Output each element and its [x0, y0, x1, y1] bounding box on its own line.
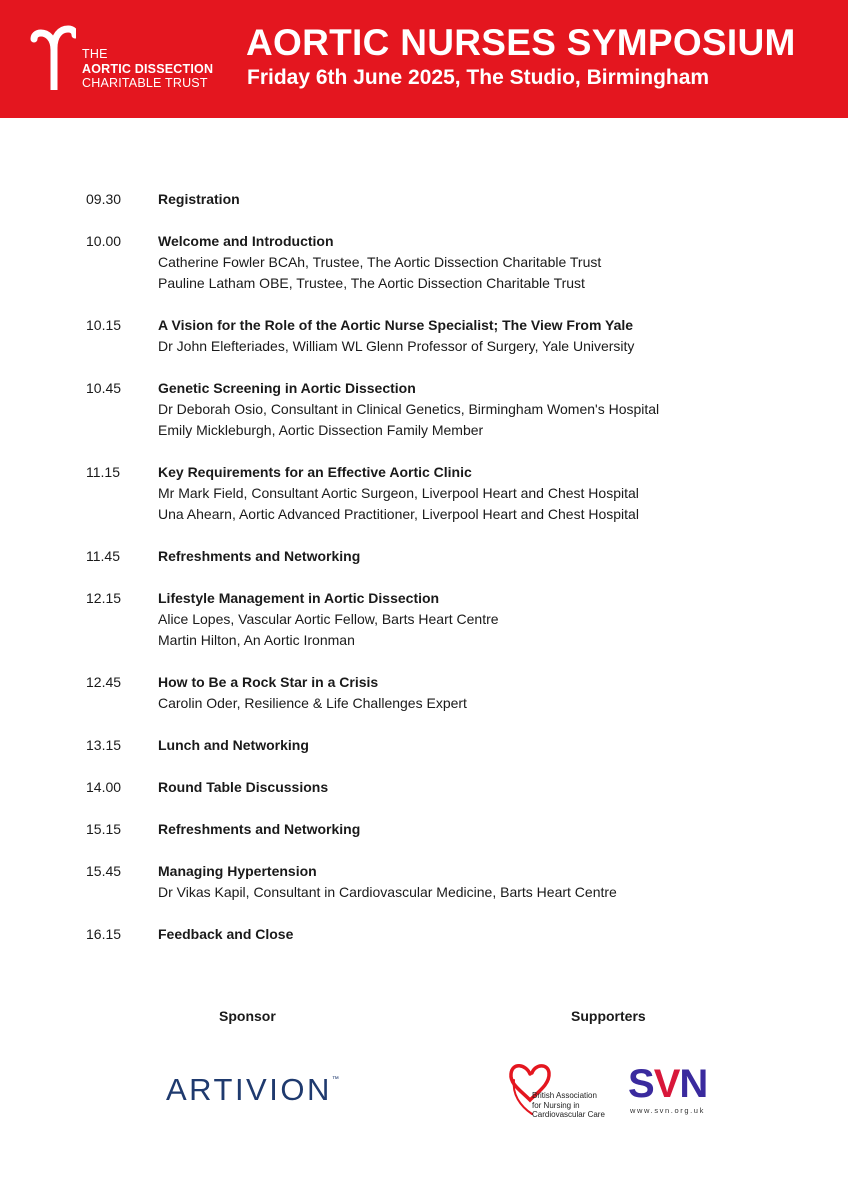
- speaker-line: Carolin Oder, Resilience & Life Challenges Expert: [158, 695, 467, 711]
- agenda-time: 10.00: [86, 233, 122, 249]
- agenda-item: [86, 588, 806, 651]
- session-title: Registration: [158, 191, 240, 207]
- agenda-content: [158, 672, 467, 714]
- logo-line-2: AORTIC DISSECTION: [82, 61, 214, 76]
- header-banner: [0, 0, 848, 118]
- session-title: Feedback and Close: [158, 926, 294, 942]
- agenda-item: [86, 546, 806, 567]
- agenda-time: 15.15: [86, 821, 122, 837]
- speaker-line: Dr Deborah Osio, Consultant in Clinical Genetics, Birmingham Women's Hospital: [158, 401, 660, 417]
- agenda-time: 16.15: [86, 926, 122, 942]
- speaker-line: Dr John Elefteriades, William WL Glenn Professor of Surgery, Yale University: [158, 338, 635, 354]
- session-title: Welcome and Introduction: [158, 233, 334, 249]
- agenda-item: [86, 315, 806, 357]
- speaker-line: Alice Lopes, Vascular Aortic Fellow, Barts Heart Centre: [158, 611, 499, 627]
- agenda-time: 12.45: [86, 674, 122, 690]
- speaker-line: Una Ahearn, Aortic Advanced Practitioner, Liverpool Heart and Chest Hospital: [158, 506, 639, 522]
- agenda-item: [86, 861, 806, 903]
- session-title: A Vision for the Role of the Aortic Nurse Specialist; The View From Yale: [158, 317, 634, 333]
- agenda-time: 11.15: [86, 464, 120, 480]
- agenda-item: [86, 924, 806, 945]
- banc-line-1: British Association: [532, 1091, 597, 1100]
- session-title: Managing Hypertension: [158, 863, 317, 879]
- agenda-time: 10.45: [86, 380, 122, 396]
- speaker-line: Emily Mickleburgh, Aortic Dissection Family Member: [158, 422, 484, 438]
- agenda-item: [86, 777, 806, 798]
- agenda-item: [86, 462, 806, 525]
- session-title: How to Be a Rock Star in a Crisis: [158, 674, 379, 690]
- session-title: Genetic Screening in Aortic Dissection: [158, 380, 416, 396]
- event-subtitle: Friday 6th June 2025, The Studio, Birmingham: [247, 66, 710, 89]
- agenda-item: [86, 189, 806, 210]
- agenda-content: [158, 588, 499, 651]
- banc-logo: [508, 1060, 620, 1124]
- session-title: Lifestyle Management in Aortic Dissection: [158, 590, 440, 606]
- session-title: Refreshments and Networking: [158, 821, 361, 837]
- banc-line-2: for Nursing in: [532, 1100, 580, 1110]
- svn-letter-v: V: [653, 1062, 680, 1106]
- agenda-content: [158, 819, 360, 840]
- svn-url: www.svn.org.uk: [630, 1106, 705, 1115]
- agenda-item: [86, 231, 806, 294]
- agenda-content: [158, 735, 309, 756]
- agenda-time: 13.15: [86, 737, 122, 753]
- agenda-time: 09.30: [86, 191, 122, 207]
- agenda-content: [158, 315, 634, 357]
- agenda-time: 11.45: [86, 548, 120, 564]
- agenda-time: 12.15: [86, 590, 122, 606]
- agenda-content: [158, 924, 293, 945]
- svn-logo: [628, 1064, 720, 1120]
- agenda-content: [158, 462, 639, 525]
- agenda-time: 15.45: [86, 863, 122, 879]
- speaker-line: Pauline Latham OBE, Trustee, The Aortic Dissection Charitable Trust: [158, 275, 585, 291]
- agenda-content: [158, 231, 601, 294]
- artivion-logo: ARTIVION™: [166, 1072, 339, 1107]
- aorta-icon: [30, 24, 76, 90]
- svn-letter-n: N: [679, 1062, 708, 1106]
- event-title: AORTIC NURSES SYMPOSIUM: [246, 22, 796, 63]
- agenda-content: [158, 189, 240, 210]
- agenda-item: [86, 378, 806, 441]
- session-title: Round Table Discussions: [158, 779, 329, 795]
- agenda-item: [86, 672, 806, 714]
- sponsor-label: Sponsor: [219, 1008, 276, 1024]
- agenda-content: [158, 861, 617, 903]
- logo-line-1: THE: [82, 47, 108, 61]
- svn-letter-s: S: [628, 1062, 654, 1106]
- supporters-label: Supporters: [571, 1008, 646, 1024]
- trust-logo: [30, 24, 220, 94]
- speaker-line: Mr Mark Field, Consultant Aortic Surgeon, Liverpool Heart and Chest Hospital: [158, 485, 639, 501]
- artivion-logo-text: ARTIVION: [166, 1072, 332, 1107]
- speaker-line: Martin Hilton, An Aortic Ironman: [158, 632, 355, 648]
- agenda-content: [158, 378, 659, 441]
- speaker-line: Dr Vikas Kapil, Consultant in Cardiovascular Medicine, Barts Heart Centre: [158, 884, 617, 900]
- session-title: Lunch and Networking: [158, 737, 309, 753]
- agenda-content: [158, 546, 360, 567]
- banc-line-3: Cardiovascular Care: [532, 1110, 605, 1119]
- agenda-time: 10.15: [86, 317, 122, 333]
- agenda-item: [86, 735, 806, 756]
- session-title: Refreshments and Networking: [158, 548, 361, 564]
- agenda-list: [86, 189, 806, 966]
- agenda-item: [86, 819, 806, 840]
- agenda-time: 14.00: [86, 779, 122, 795]
- speaker-line: Catherine Fowler BCAh, Trustee, The Aortic Dissection Charitable Trust: [158, 254, 602, 270]
- agenda-content: [158, 777, 328, 798]
- session-title: Key Requirements for an Effective Aortic Clinic: [158, 464, 472, 480]
- logo-line-3: CHARITABLE TRUST: [82, 76, 208, 90]
